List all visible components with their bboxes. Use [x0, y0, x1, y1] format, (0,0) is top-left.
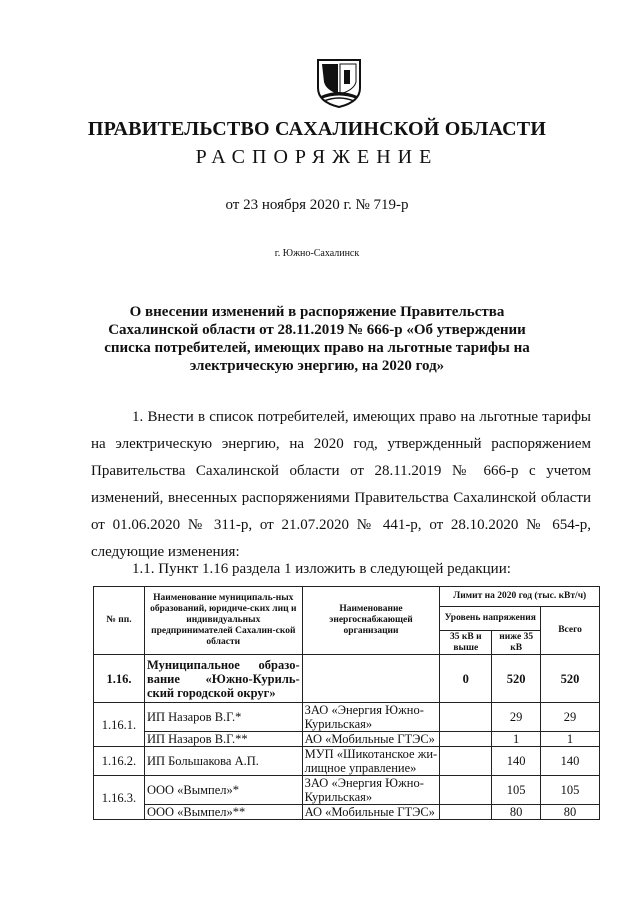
cell-org — [302, 655, 440, 703]
paragraph-line: от 01.06.2020 № 311-р, от 21.07.2020 № 441-р, от 28.10.2020 № 654-р, — [91, 517, 591, 533]
cell-name: ИП Назаров В.Г.** — [144, 732, 302, 747]
cell-name: ООО «Вымпел»* — [144, 776, 302, 805]
cell-name: Муниципальное образо-вание «Южно-Куриль-ский городской округ» — [144, 655, 302, 703]
city-line: г. Южно-Сахалинск — [274, 248, 360, 259]
subject-line: Сахалинской области от 28.11.2019 № 666-р «Об утверждении — [108, 322, 526, 338]
header-total: Всего — [541, 607, 600, 655]
subject-line: О внесении изменений в распоряжение Правительства — [129, 304, 505, 320]
header-org: Наименование энергоснабжающей организации — [302, 587, 440, 655]
header-name: Наименование муниципаль-ных образований, юридиче-ских лиц и индивидуальных предпринимателей Сахалин-ской области — [144, 587, 302, 655]
paragraph-1 — [91, 404, 591, 566]
cell-low: 140 — [492, 747, 541, 776]
cell-org: ЗАО «Энергия Южно-Курильская» — [302, 703, 440, 732]
cell-high — [440, 805, 492, 820]
table-row — [94, 655, 600, 703]
table-row — [94, 776, 600, 805]
header-high-voltage: 35 кВ и выше — [440, 631, 492, 655]
cell-high — [440, 732, 492, 747]
subject-line: списка потребителей, имеющих право на льготные тарифы на — [104, 340, 530, 356]
paragraph-line: 1. Внести в список потребителей, имеющих право на льготные тарифы — [132, 409, 591, 425]
paragraph-line: изменений, внесенных распоряжениями Правительства Сахалинской области — [91, 490, 591, 506]
cell-high — [440, 703, 492, 732]
cell-org: МУП «Шикотанское жи-лищное управление» — [302, 747, 440, 776]
document-date-number: от 23 ноября 2020 г. № 719-р — [225, 197, 409, 213]
subject-line: электрическую энергию, на 2020 год» — [189, 358, 445, 374]
coat-of-arms-emblem — [316, 58, 362, 108]
cell-total: 140 — [541, 747, 600, 776]
table-row — [94, 732, 600, 747]
table-row — [94, 747, 600, 776]
cell-org: АО «Мобильные ГТЭС» — [302, 805, 440, 820]
cell-low: 1 — [492, 732, 541, 747]
cell-low: 80 — [492, 805, 541, 820]
consumers-table — [93, 586, 600, 820]
paragraph-line: на электрическую энергию, на 2020 год, утвержденный распоряжением — [91, 436, 591, 452]
document-subject — [80, 303, 554, 375]
cell-high: 0 — [440, 655, 492, 703]
header-limit: Лимит на 2020 год (тыс. кВт/ч) — [440, 587, 600, 607]
cell-low: 105 — [492, 776, 541, 805]
cell-org: АО «Мобильные ГТЭС» — [302, 732, 440, 747]
cell-num: 1.16.1. — [94, 703, 145, 747]
cell-total: 1 — [541, 732, 600, 747]
document-type: РАСПОРЯЖЕНИЕ — [195, 146, 439, 168]
cell-high — [440, 747, 492, 776]
cell-name: ООО «Вымпел»** — [144, 805, 302, 820]
table-row — [94, 703, 600, 732]
header-low-voltage: ниже 35 кВ — [492, 631, 541, 655]
cell-num: 1.16.3. — [94, 776, 145, 820]
header-level: Уровень напряжения — [440, 607, 541, 631]
paragraph-line: следующие изменения: — [91, 544, 240, 560]
government-title: ПРАВИТЕЛЬСТВО САХАЛИНСКОЙ ОБЛАСТИ — [87, 118, 547, 140]
table-row — [94, 805, 600, 820]
cell-total: 520 — [541, 655, 600, 703]
cell-low: 520 — [492, 655, 541, 703]
paragraph-1-1: 1.1. Пункт 1.16 раздела 1 изложить в следующей редакции: — [132, 561, 511, 577]
cell-num: 1.16. — [94, 655, 145, 703]
cell-total: 105 — [541, 776, 600, 805]
cell-total: 80 — [541, 805, 600, 820]
cell-num: 1.16.2. — [94, 747, 145, 776]
cell-total: 29 — [541, 703, 600, 732]
paragraph-line: Правительства Сахалинской области от 28.11.2019 № 666-р с учетом — [91, 463, 591, 479]
cell-low: 29 — [492, 703, 541, 732]
header-num: № пп. — [94, 587, 145, 655]
cell-name: ИП Большакова А.П. — [144, 747, 302, 776]
cell-org: ЗАО «Энергия Южно-Курильская» — [302, 776, 440, 805]
cell-high — [440, 776, 492, 805]
cell-name: ИП Назаров В.Г.* — [144, 703, 302, 732]
